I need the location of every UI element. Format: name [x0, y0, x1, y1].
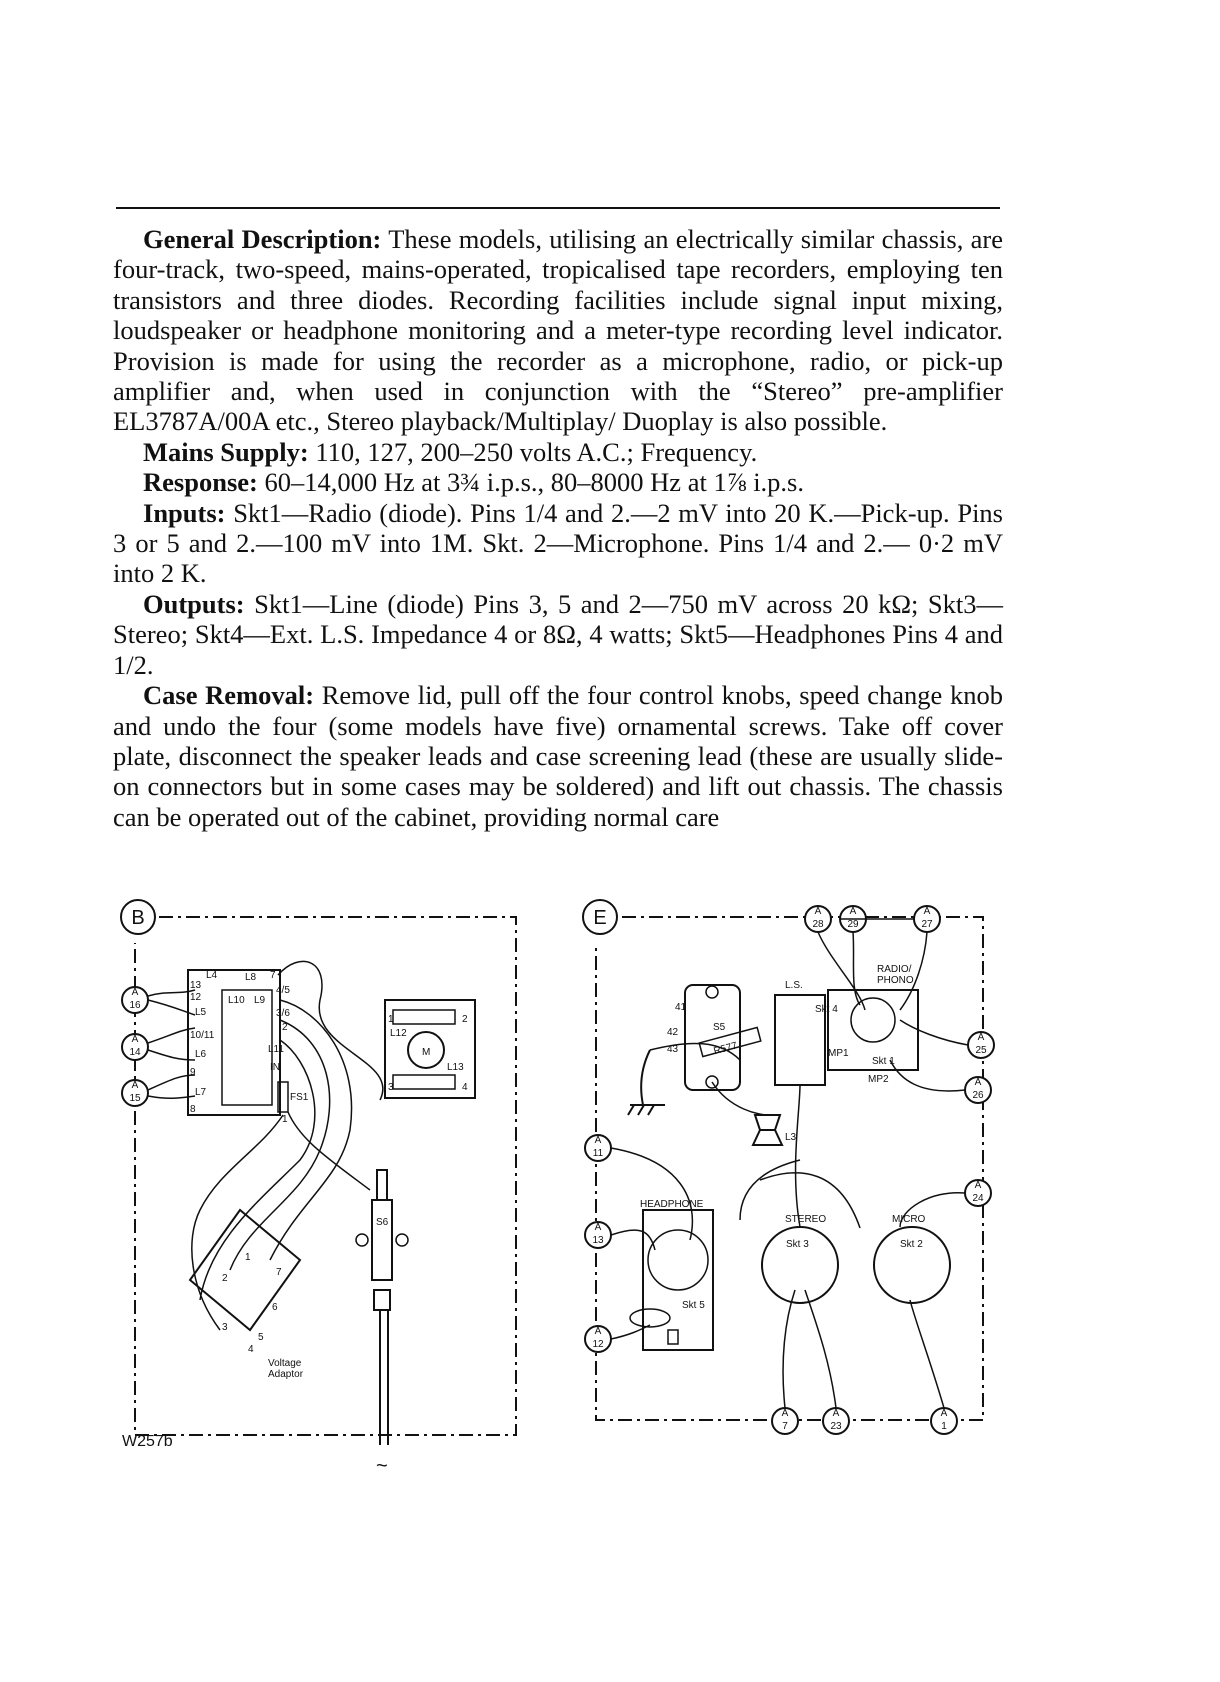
svg-text:26: 26 [972, 1090, 984, 1101]
adaptor-pin-4: 4 [248, 1344, 254, 1355]
mains-heading: Mains Supply: [143, 436, 309, 467]
b-connector-a14 [122, 1034, 148, 1060]
label-motor: M [422, 1047, 431, 1058]
adaptor-pin-5: 5 [258, 1332, 264, 1343]
mains-lead [380, 1310, 388, 1445]
skt5-clip [630, 1309, 670, 1327]
socket-skt5 [643, 1210, 713, 1350]
label-l5: L5 [195, 1007, 207, 1018]
pin-9: 9 [190, 1067, 196, 1078]
pin-7: 7 [270, 970, 276, 981]
svg-text:12: 12 [592, 1339, 604, 1350]
label-phono: PHONO [877, 975, 914, 986]
svg-text:A: A [849, 906, 857, 917]
e-connector-a13 [585, 1222, 611, 1248]
pin-12: 12 [190, 992, 202, 1003]
svg-text:23: 23 [830, 1421, 842, 1432]
b-connector-a16 [122, 987, 148, 1013]
label-fs1: FS1 [290, 1092, 309, 1103]
e-connector-a7 [772, 1408, 798, 1434]
svg-text:A: A [977, 1032, 985, 1043]
adaptor-label-line2: Adaptor [268, 1369, 304, 1380]
label-mp1: MP1 [828, 1048, 849, 1059]
e-connector-a24 [965, 1180, 991, 1206]
adaptor-pin-6: 6 [272, 1302, 278, 1313]
pin-10-11: 10/11 [190, 1030, 215, 1041]
svg-text:13: 13 [592, 1235, 604, 1246]
e-connector-a1 [931, 1408, 957, 1434]
label-l12: L12 [390, 1028, 407, 1039]
adaptor-label-line1: Voltage [268, 1358, 302, 1369]
svg-text:A: A [923, 906, 931, 917]
mains-plug [374, 1290, 390, 1310]
svg-text:A: A [832, 1408, 840, 1419]
label-skt3: Skt 3 [786, 1239, 809, 1250]
label-l3: L3 [785, 1132, 797, 1143]
label-skt2: Skt 2 [900, 1239, 923, 1250]
svg-text:A: A [594, 1135, 602, 1146]
adaptor-pin-1: 1 [245, 1252, 251, 1263]
coil-l13 [393, 1075, 455, 1089]
coil-l12 [393, 1010, 455, 1024]
svg-text:A: A [781, 1408, 789, 1419]
diagram-e [583, 900, 994, 1434]
voltage-adaptor [190, 1210, 300, 1330]
diagram-e-border [596, 917, 983, 1420]
label-ls: L.S. [785, 980, 803, 991]
label-l11: L11 [268, 1044, 284, 1055]
label-headphone: HEADPHONE [640, 1199, 704, 1210]
svg-text:24: 24 [972, 1193, 984, 1204]
outputs-body: Skt1—Line (diode) Pins 3, 5 and 2—750 mV across 20 kΩ; Skt3—Stereo; Skt4—Ext. L.S. Impedance 4 or 8Ω, 4 watts; Skt5—Headphones Pins 4 and 1/2. [113, 588, 1004, 680]
skt1-body [851, 998, 895, 1042]
e-connector-a11 [585, 1135, 611, 1161]
e-connector-a27 [914, 906, 940, 932]
svg-text:15: 15 [129, 1093, 141, 1104]
e-connector-a12 [585, 1326, 611, 1352]
svg-text:27: 27 [921, 919, 933, 930]
s5-pin-43: 43 [667, 1044, 679, 1055]
s6-mount-left [356, 1234, 368, 1246]
switch-s5 [685, 985, 740, 1090]
label-s6: S6 [376, 1217, 389, 1228]
pin-8: 8 [190, 1104, 196, 1115]
outputs-heading: Outputs: [143, 588, 245, 619]
figure-reference: W257b [122, 1433, 173, 1450]
motor-pin-2: 2 [462, 1014, 468, 1025]
mains-symbol: ~ [376, 1455, 388, 1477]
svg-text:A: A [814, 906, 822, 917]
diagram-b-label: B [131, 907, 145, 929]
adaptor-pin-3: 3 [222, 1322, 228, 1333]
label-l6: L6 [195, 1049, 207, 1060]
svg-text:A: A [974, 1077, 982, 1088]
e-connector-a26 [965, 1077, 991, 1103]
svg-text:29: 29 [847, 919, 859, 930]
label-l13: L13 [447, 1062, 464, 1073]
svg-text:A: A [594, 1222, 602, 1233]
general-heading: General Description: [143, 224, 382, 254]
pin-in: IN [270, 1062, 280, 1073]
pin-13: 13 [190, 980, 202, 991]
svg-text:A: A [974, 1180, 982, 1191]
svg-text:A: A [940, 1408, 948, 1419]
case-body: Remove lid, pull off the four control knobs, speed change knob and undo the four (some models have five) ornamental screws. Take off cover plate, disconnect the speaker leads and case screening lead (these are usually slide-on connectors but in some cases may be soldered) and lift out chassis. The chassis can be operated out of the cabinet, providing normal care [113, 680, 1004, 832]
label-radio: RADIO/ [877, 964, 912, 975]
e-internal-wires [611, 919, 968, 1408]
diagram-b [121, 900, 516, 1477]
label-l7: L7 [195, 1087, 207, 1098]
s5-pin-41: 41 [675, 1002, 687, 1013]
svg-text:11: 11 [592, 1148, 604, 1159]
label-skt5: Skt 5 [682, 1300, 705, 1311]
label-l9: L9 [254, 995, 266, 1006]
label-skt4: Skt 4 [815, 1004, 838, 1015]
motor-pin-3: 3 [388, 1082, 394, 1093]
pin-4-5: 4/5 [276, 985, 290, 996]
adaptor-pin-7: 7 [276, 1267, 282, 1278]
svg-text:A: A [131, 1080, 139, 1091]
inputs-heading: Inputs: [143, 497, 226, 528]
motor-pin-4: 4 [462, 1082, 468, 1093]
speaker-l3 [753, 1115, 782, 1145]
adaptor-pin-2: 2 [222, 1273, 228, 1284]
inputs-body: Skt1—Radio (diode). Pins 1/4 and 2.—2 mV into 20 K.—Pick-up. Pins 3 or 5 and 2.—100 mV into 1M. Skt. 2—Microphone. Pins 1/4 and 2.— 0·2 mV into 2 K. [113, 497, 1003, 589]
pin-3-6: 3/6 [276, 1008, 290, 1019]
label-mp2: MP2 [868, 1074, 889, 1085]
label-micro: MICRO [892, 1214, 926, 1225]
skt5-tab [668, 1330, 678, 1344]
label-r577: R577 [712, 1040, 739, 1058]
response-heading: Response: [143, 467, 258, 498]
label-stereo: STEREO [785, 1214, 827, 1225]
b-connector-a15 [122, 1080, 148, 1106]
response-body: 60–14,000 Hz at 3¾ i.p.s., 80–8000 Hz at 1⅞ i.p.s. [264, 467, 804, 498]
svg-text:A: A [131, 987, 139, 998]
pin-1: 1 [282, 1114, 288, 1125]
svg-text:A: A [594, 1326, 602, 1337]
general-body: These models, utilising an electrically similar chassis, are four-track, two-speed, mains-operated, tropicalised tape recorders, employing ten transistors and three diodes. Recording facilities include signal input mixing, loudspeaker or headphone monitoring and a meter-type recording level indicator. Provision is made for using the recorder as a microphone, radio, or pick-up amplifier and, when used in conjunction with the “Stereo” pre-amplifier EL3787A/00A etc., Stereo playback/Multiplay/ Duoplay is also possible. [113, 224, 1003, 437]
skt5-body [648, 1230, 708, 1290]
e-connector-a25 [968, 1032, 994, 1058]
s6-body [372, 1200, 392, 1280]
svg-text:28: 28 [812, 919, 824, 930]
s5-hole-top [706, 986, 718, 998]
svg-text:1: 1 [941, 1421, 947, 1432]
label-l8: L8 [245, 972, 257, 983]
pin-2: 2 [282, 1022, 288, 1033]
mains-body: 110, 127, 200–250 volts A.C.; Frequency. [315, 436, 758, 467]
case-heading: Case Removal: [143, 680, 315, 711]
ground-symbol [628, 1050, 665, 1115]
svg-text:25: 25 [975, 1045, 987, 1056]
coil-board-inner [222, 990, 272, 1105]
svg-text:16: 16 [129, 1000, 141, 1011]
label-s5: S5 [713, 1022, 726, 1033]
label-skt1: Skt 1 [872, 1056, 895, 1067]
svg-text:A: A [131, 1034, 139, 1045]
s6-mount-right [396, 1234, 408, 1246]
label-l4: L4 [206, 970, 218, 981]
label-l10: L10 [228, 995, 245, 1006]
motor-pin-1: 1 [388, 1014, 394, 1025]
svg-text:14: 14 [129, 1047, 141, 1058]
s6-lever [377, 1170, 387, 1200]
s5-pin-42: 42 [667, 1027, 679, 1038]
e-connector-a23 [823, 1408, 849, 1434]
e-connector-a28 [805, 906, 831, 932]
svg-text:7: 7 [782, 1421, 788, 1432]
diagram-e-label: E [593, 907, 607, 929]
